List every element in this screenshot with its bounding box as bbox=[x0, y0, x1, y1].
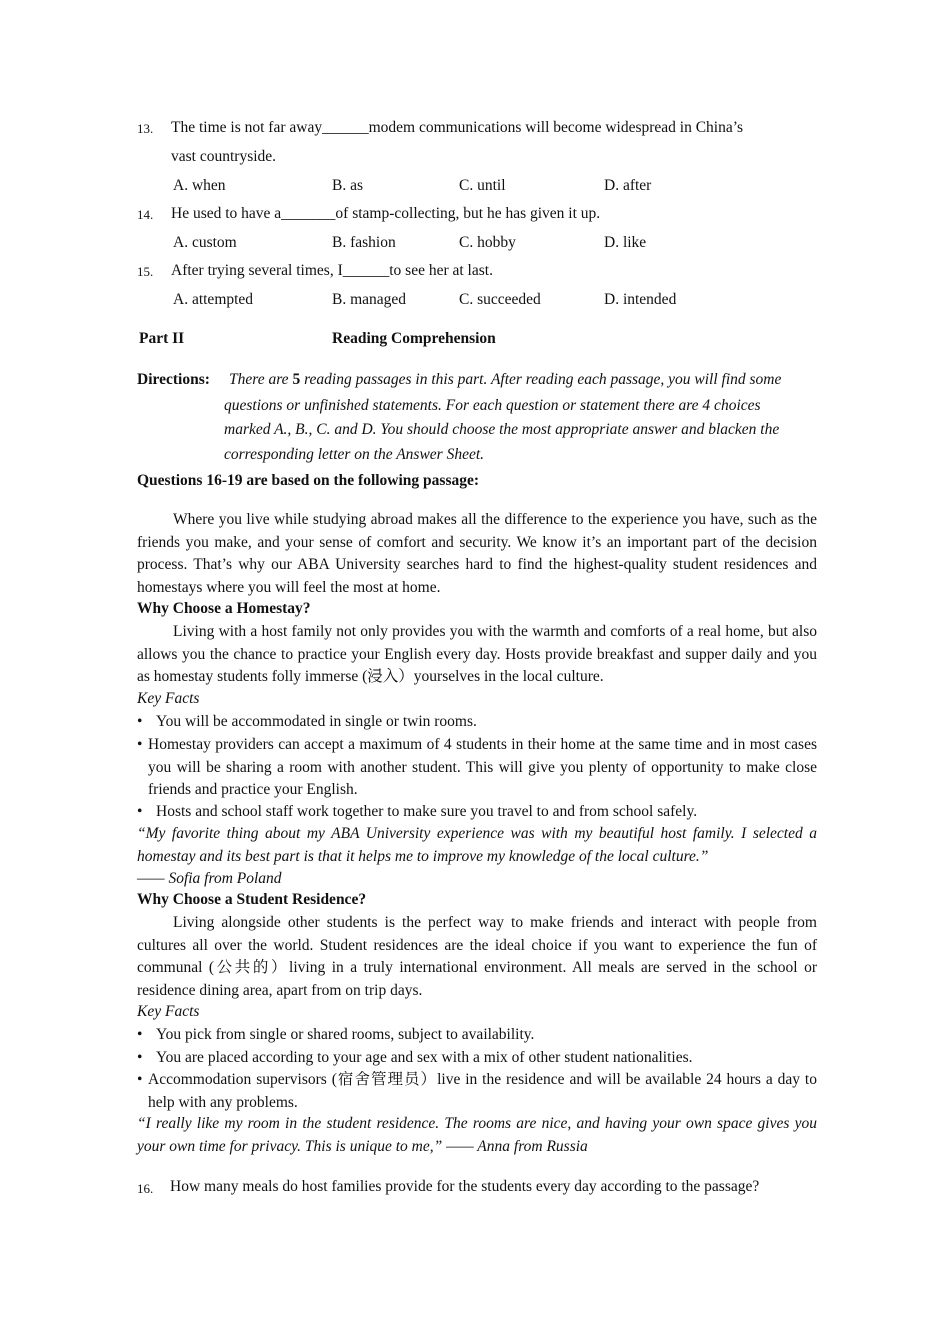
testimonial-quote: “I really like my room in the student residence. The rooms are nice, and having your own space gives you your own time for privacy. This is unique to me,” —— Anna from Russia bbox=[137, 1115, 817, 1155]
list-item: • You pick from single or shared rooms, subject to availability. bbox=[137, 1026, 535, 1043]
passage-count: 5 bbox=[292, 371, 301, 388]
list-item: • Hosts and school staff work together to make sure you travel to and from school safely. bbox=[137, 803, 698, 820]
homestay-paragraph: Living with a host family not only provides you with the warmth and comforts of a real home, but also allows you the chance to practice your English every day. Hosts provide breakfast and supper daily and you as homestay students folly immerse (浸入）yourselves in the local culture. bbox=[137, 623, 817, 685]
testimonial-quote: “My favorite thing about my ABA University experience was with my beautiful host family. I selected a homestay and its best part is that it helps me to improve my knowledge of the local culture.” —— Sofia from Poland bbox=[137, 825, 817, 887]
question-stem: After trying several times, I______to see her at last. bbox=[171, 262, 493, 279]
residence-heading: Why Choose a Student Residence? bbox=[137, 891, 367, 908]
question-stem: He used to have a_______of stamp-collecting, but he has given it up. bbox=[171, 205, 601, 222]
directions-line: There are 5 reading passages in this part. After reading each passage, you will find some bbox=[229, 371, 782, 388]
list-item: • Accommodation supervisors (宿舍管理员）live in the residence and will be available 24 hours a day to help with any problems. bbox=[137, 1071, 817, 1111]
option-d: D. like bbox=[604, 234, 647, 251]
key-facts-label: Key Facts bbox=[137, 690, 200, 707]
question-stem: How many meals do host families provide for the students every day according to the passage? bbox=[170, 1178, 760, 1195]
option-c: C. succeeded bbox=[459, 291, 541, 308]
option-d: D. after bbox=[604, 177, 652, 194]
directions-line: questions or unfinished statements. For each question or statement there are 4 choices bbox=[224, 397, 761, 414]
questions-heading: Questions 16-19 are based on the following passage: bbox=[137, 472, 480, 489]
list-item: • You will be accommodated in single or twin rooms. bbox=[137, 713, 477, 730]
question-number: 15. bbox=[137, 264, 154, 279]
homestay-heading: Why Choose a Homestay? bbox=[137, 600, 311, 617]
option-a: A. when bbox=[173, 177, 226, 194]
directions-label: Directions: bbox=[137, 371, 210, 388]
question-number: 14. bbox=[137, 207, 154, 222]
directions-line: marked A., B., C. and D. You should choose the most appropriate answer and blacken the bbox=[224, 421, 780, 438]
option-d: D. intended bbox=[604, 291, 677, 308]
key-facts-label: Key Facts bbox=[137, 1003, 200, 1020]
option-a: A. attempted bbox=[173, 291, 254, 308]
question-stem: The time is not far away______modem communications will become widespread in China’s bbox=[171, 119, 744, 136]
residence-paragraph: Living alongside other students is the perfect way to make friends and interact with people from cultures all over the world. Student residences are the ideal choice if you want to experience the fun of communal (公共的）living in a truly international environment. All meals are served in the school or residence dining area, apart from on trip days. bbox=[137, 914, 817, 999]
question-stem-continued: vast countryside. bbox=[171, 148, 277, 165]
option-b: B. fashion bbox=[332, 234, 396, 251]
option-c: C. hobby bbox=[459, 234, 516, 251]
option-b: B. managed bbox=[332, 291, 407, 308]
option-c: C. until bbox=[459, 177, 506, 194]
list-item: • You are placed according to your age and sex with a mix of other student nationalities. bbox=[137, 1049, 693, 1066]
directions-line: corresponding letter on the Answer Sheet. bbox=[224, 446, 485, 463]
option-b: B. as bbox=[332, 177, 363, 194]
list-item: • Homestay providers can accept a maximum of 4 students in their home at the same time and in most cases you will be sharing a room with another student. This will give you plenty of opportunity to make close friends and practice your English. bbox=[137, 736, 817, 798]
passage-intro: Where you live while studying abroad makes all the difference to the experience you have, such as the friends you make, and your sense of comfort and security. We know it’s an important part of the decision process. That’s why our ABA University searches hard to find the highest-quality student residences and homestays where you will feel the most at home. bbox=[137, 511, 817, 596]
part-label: Part II bbox=[139, 330, 185, 347]
question-number: 13. bbox=[137, 121, 154, 136]
question-number: 16. bbox=[137, 1181, 154, 1196]
part-title: Reading Comprehension bbox=[332, 330, 496, 347]
testimonial-author: —— Sofia from Poland bbox=[137, 870, 282, 887]
option-a: A. custom bbox=[173, 234, 237, 251]
